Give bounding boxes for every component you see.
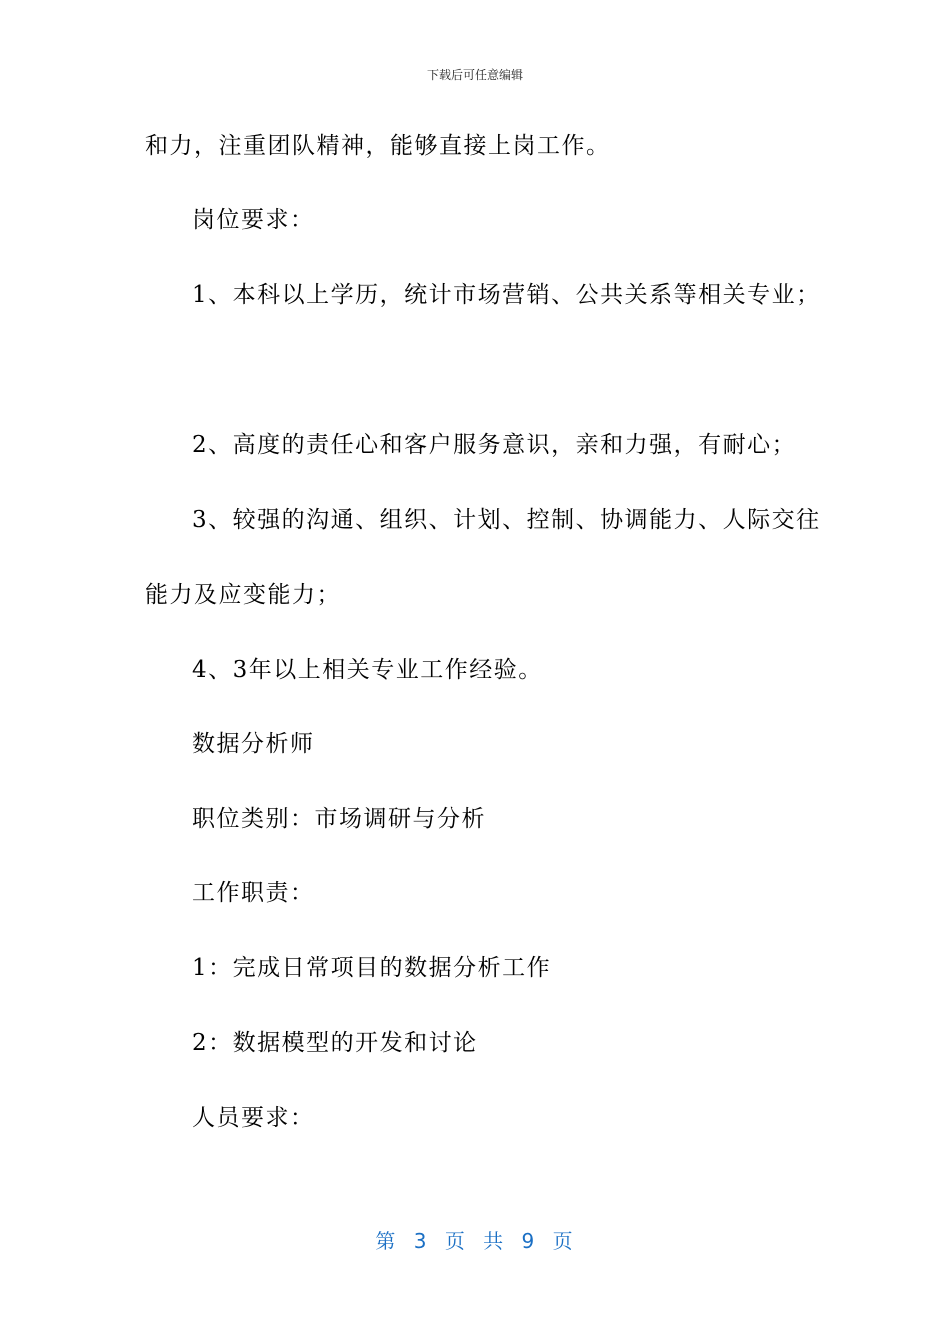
requirement-item-1: 1、本科以上学历，统计市场营销、公共关系等相关专业；: [192, 282, 821, 308]
duty-item-1: 1：完成日常项目的数据分析工作: [192, 955, 552, 981]
section-heading-personnel: 人员要求：: [192, 1105, 315, 1131]
job-category: 职位类别：市场调研与分析: [192, 806, 486, 832]
section-heading-duties: 工作职责：: [192, 880, 315, 906]
page-number-footer: 第 3 页 共 9 页: [375, 1229, 575, 1253]
requirement-item-4: 4、3年以上相关专业工作经验。: [192, 657, 543, 683]
requirement-item-3-continuation: 能力及应变能力；: [145, 582, 341, 608]
job-title: 数据分析师: [192, 731, 315, 757]
header-note: 下载后可任意编辑: [426, 68, 523, 82]
duty-item-2: 2：数据模型的开发和讨论: [192, 1030, 478, 1056]
body-line-continuation: 和力，注重团队精神，能够直接上岗工作。: [145, 133, 611, 159]
requirement-item-2: 2、高度的责任心和客户服务意识，亲和力强，有耐心；: [192, 432, 797, 458]
requirement-item-3: 3、较强的沟通、组织、计划、控制、协调能力、人际交往: [192, 507, 821, 533]
section-heading-requirements: 岗位要求：: [192, 207, 315, 233]
